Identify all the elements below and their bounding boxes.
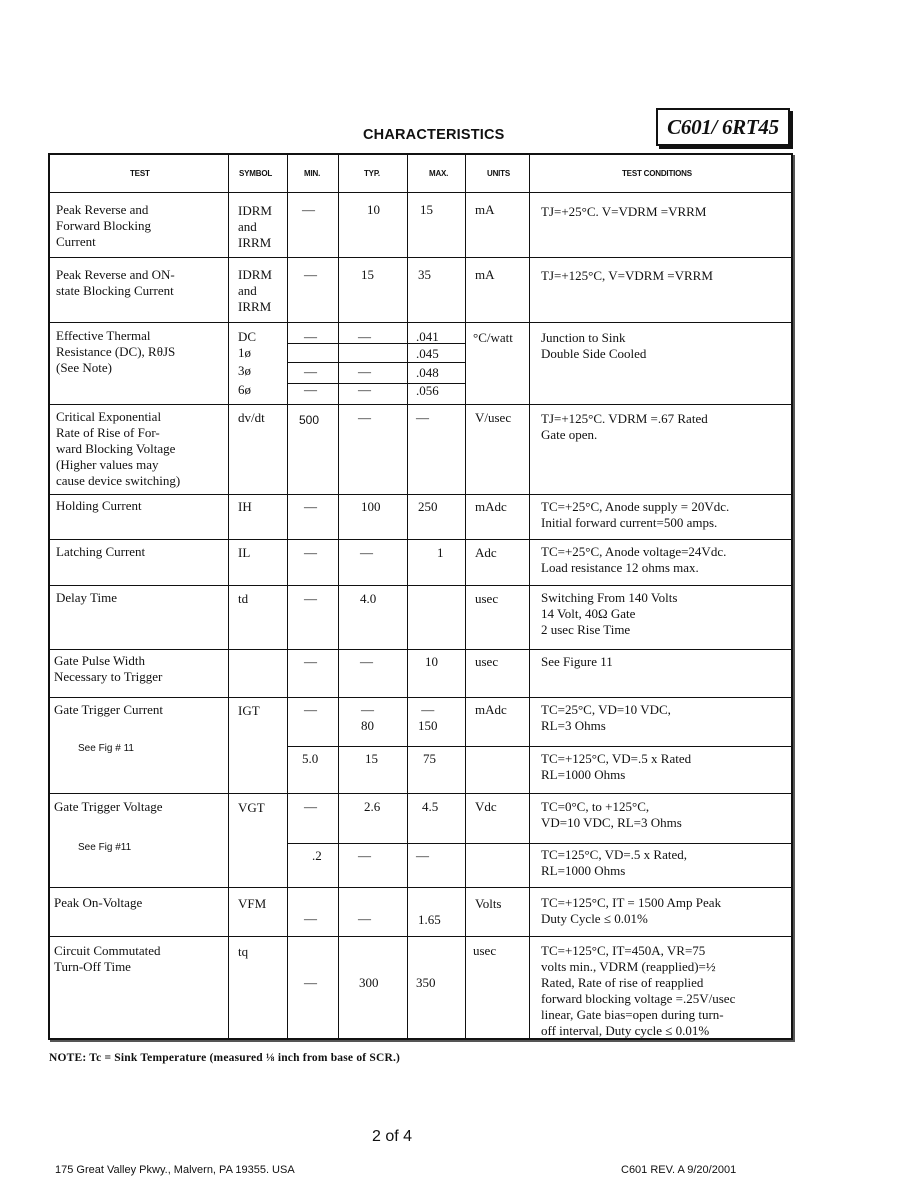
cell-units: mA — [475, 267, 495, 282]
sub-divider — [287, 362, 465, 363]
cell-max: — 150 — [418, 702, 438, 733]
row-divider — [50, 539, 793, 540]
cell-symbol: IL — [238, 545, 251, 560]
cell-typ: — — [360, 654, 373, 669]
cell-test: Circuit Commutated Turn-Off Time — [54, 943, 161, 974]
cell-max: 350 — [416, 975, 436, 990]
cell-conditions: TJ=+125°C, V=VDRM =VRRM — [541, 268, 713, 283]
col-divider — [287, 155, 288, 1040]
cell-max: .048 — [416, 365, 439, 380]
cell-min: .2 — [312, 848, 322, 863]
cell-conditions: TC=+25°C, Anode supply = 20Vdc. Initial forward current=500 amps. — [541, 499, 730, 530]
characteristics-table — [48, 153, 793, 1040]
col-divider — [465, 155, 466, 1040]
see-fig-note: See Fig # 11 — [78, 743, 134, 754]
cell-units: mA — [475, 202, 495, 217]
cell-min: — — [304, 329, 317, 344]
cell-min: — — [304, 267, 317, 282]
col-divider — [407, 155, 408, 1040]
see-fig-note: See Fig #11 — [78, 842, 132, 853]
cell-units: V/usec — [475, 410, 512, 425]
cell-max: 1 — [437, 545, 444, 560]
cell-max: .056 — [416, 383, 439, 398]
row-divider — [50, 322, 793, 323]
cell-max: 15 — [420, 202, 433, 217]
cell-min: — — [304, 499, 317, 514]
cell-conditions: TC=+125°C, IT=450A, VR=75 volts min., VDRM (reapplied)=½ Rated, Rate of rise of reapplied forward blocking voltage =.25V/usec linear, Gate bias=open during turn- off interval, Duty cycle ≤ 0.01% — [541, 943, 736, 1038]
header-test: TEST — [130, 169, 150, 178]
row-divider — [50, 585, 793, 586]
row-divider — [50, 887, 793, 888]
row-divider — [50, 494, 793, 495]
cell-typ: 300 — [359, 975, 379, 990]
cell-units: mAdc — [475, 499, 507, 514]
header-min: MIN. — [304, 169, 321, 178]
page-title: CHARACTERISTICS — [363, 127, 505, 143]
cell-test: Holding Current — [56, 498, 142, 513]
cell-units: usec — [473, 943, 497, 958]
footer-address: 175 Great Valley Pkwy., Malvern, PA 19355. USA — [55, 1164, 295, 1176]
cell-min: — — [304, 382, 317, 397]
row-divider — [50, 936, 793, 937]
cell-test: Gate Trigger Current — [54, 702, 164, 717]
cell-min: — — [304, 975, 317, 990]
sub-divider — [287, 746, 793, 747]
cell-test: Peak Reverse and ON- state Blocking Current — [56, 267, 175, 298]
cell-conditions: TJ=+25°C. V=VDRM =VRRM — [541, 204, 707, 219]
header-units: UNITS — [487, 169, 511, 178]
cell-symbol: tq — [238, 944, 249, 959]
cell-test: Peak On-Voltage — [54, 895, 143, 910]
cell-conditions: TC=+125°C, VD=.5 x Rated RL=1000 Ohms — [541, 751, 692, 782]
cell-min: 500 — [299, 413, 320, 427]
cell-typ: 100 — [361, 499, 381, 514]
cell-max: — — [416, 848, 429, 863]
cell-test: Latching Current — [56, 544, 146, 559]
cell-conditions: Junction to Sink Double Side Cooled — [541, 330, 647, 361]
cell-typ: 4.0 — [360, 591, 377, 606]
cell-symbol: dv/dt — [238, 410, 265, 425]
col-divider — [529, 155, 530, 1040]
cell-symbol: td — [238, 591, 249, 606]
cell-test: Gate Trigger Voltage — [54, 799, 163, 814]
cell-typ: — — [358, 382, 371, 397]
cell-max: 250 — [418, 499, 438, 514]
cell-max: .041 — [416, 329, 439, 344]
cell-symbol: IH — [238, 499, 252, 514]
table-note: NOTE: Tc = Sink Temperature (measured ⅛ inch from base of SCR.) — [49, 1052, 401, 1064]
cell-conditions: TC=+125°C, IT = 1500 Amp Peak Duty Cycle ≤ 0.01% — [541, 895, 722, 926]
cell-min: — — [304, 364, 317, 379]
cell-min: — — [304, 654, 317, 669]
cell-min: — — [304, 799, 317, 814]
col-divider — [338, 155, 339, 1040]
cell-conditions: TC=125°C, VD=.5 x Rated, RL=1000 Ohms — [541, 847, 688, 878]
cell-min: — — [304, 911, 317, 926]
cell-units: Vdc — [475, 799, 497, 814]
cell-conditions: TC=+25°C, Anode voltage=24Vdc. Load resistance 12 ohms max. — [541, 544, 727, 575]
footer-revision: C601 REV. A 9/20/2001 — [621, 1164, 737, 1176]
cell-typ: 10 — [367, 202, 380, 217]
cell-units: Adc — [475, 545, 497, 560]
cell-units: usec — [475, 654, 499, 669]
cell-symbol: IGT — [238, 703, 260, 718]
row-divider — [50, 793, 793, 794]
cell-typ: — — [360, 545, 373, 560]
header-conditions: TEST CONDITIONS — [622, 169, 692, 178]
cell-typ: — — [358, 848, 371, 863]
col-divider — [228, 155, 229, 1040]
cell-typ: — 80 — [361, 702, 374, 733]
cell-min: 5.0 — [302, 751, 319, 766]
cell-symbol: VFM — [238, 896, 267, 911]
cell-conditions: TC=25°C, VD=10 VDC, RL=3 Ohms — [541, 702, 671, 733]
cell-symbol: DC — [238, 329, 257, 344]
cell-symbol: 1ø — [238, 345, 251, 360]
cell-conditions: See Figure 11 — [541, 654, 613, 669]
cell-typ: — — [358, 911, 371, 926]
cell-test: Effective Thermal Resistance (DC), RθJS (See Note) — [56, 328, 176, 375]
cell-typ: — — [358, 410, 371, 425]
sub-divider — [287, 843, 793, 844]
cell-conditions: TC=0°C, to +125°C, VD=10 VDC, RL=3 Ohms — [541, 799, 682, 830]
cell-typ: 2.6 — [364, 799, 381, 814]
cell-conditions: TJ=+125°C. VDRM =.67 Rated Gate open. — [541, 411, 708, 442]
cell-typ: 15 — [365, 751, 378, 766]
cell-min: — — [304, 591, 317, 606]
row-divider — [50, 404, 793, 405]
cell-symbol: 6ø — [238, 382, 251, 397]
cell-typ: 15 — [361, 267, 374, 282]
cell-test: Delay Time — [56, 590, 118, 605]
cell-units: Volts — [475, 896, 502, 911]
header-symbol: SYMBOL — [239, 169, 273, 178]
cell-symbol: IDRM and IRRM — [238, 203, 272, 250]
row-divider — [50, 192, 793, 193]
cell-typ: — — [358, 364, 371, 379]
cell-max: 10 — [425, 654, 438, 669]
header-max: MAX. — [429, 169, 449, 178]
row-divider — [50, 697, 793, 698]
page-number: 2 of 4 — [372, 1128, 413, 1145]
cell-typ: — — [358, 329, 371, 344]
header-typ: TYP. — [364, 169, 380, 178]
cell-max: .045 — [416, 346, 439, 361]
cell-symbol: IDRM and IRRM — [238, 267, 272, 314]
row-divider — [50, 649, 793, 650]
cell-units: usec — [475, 591, 499, 606]
cell-min: — — [304, 702, 317, 717]
cell-units: mAdc — [475, 702, 507, 717]
cell-conditions: Switching From 140 Volts 14 Volt, 40Ω Gate 2 usec Rise Time — [541, 590, 678, 637]
part-number-box: C601/ 6RT45 — [656, 108, 790, 146]
cell-symbol: 3ø — [238, 363, 251, 378]
row-divider — [50, 257, 793, 258]
cell-test: Critical Exponential Rate of Rise of For- ward Blocking Voltage (Higher values may cause device switching) — [56, 409, 181, 488]
cell-min: — — [304, 545, 317, 560]
cell-max: 35 — [418, 267, 431, 282]
cell-max: 1.65 — [418, 912, 441, 927]
cell-test: Peak Reverse and Forward Blocking Current — [56, 202, 151, 249]
cell-max: 4.5 — [422, 799, 439, 814]
cell-max: 75 — [423, 751, 436, 766]
cell-min: — — [302, 202, 315, 217]
cell-units: °C/watt — [473, 330, 513, 345]
cell-max: — — [416, 410, 429, 425]
cell-test: Gate Pulse Width Necessary to Trigger — [54, 653, 163, 684]
cell-symbol: VGT — [238, 800, 265, 815]
